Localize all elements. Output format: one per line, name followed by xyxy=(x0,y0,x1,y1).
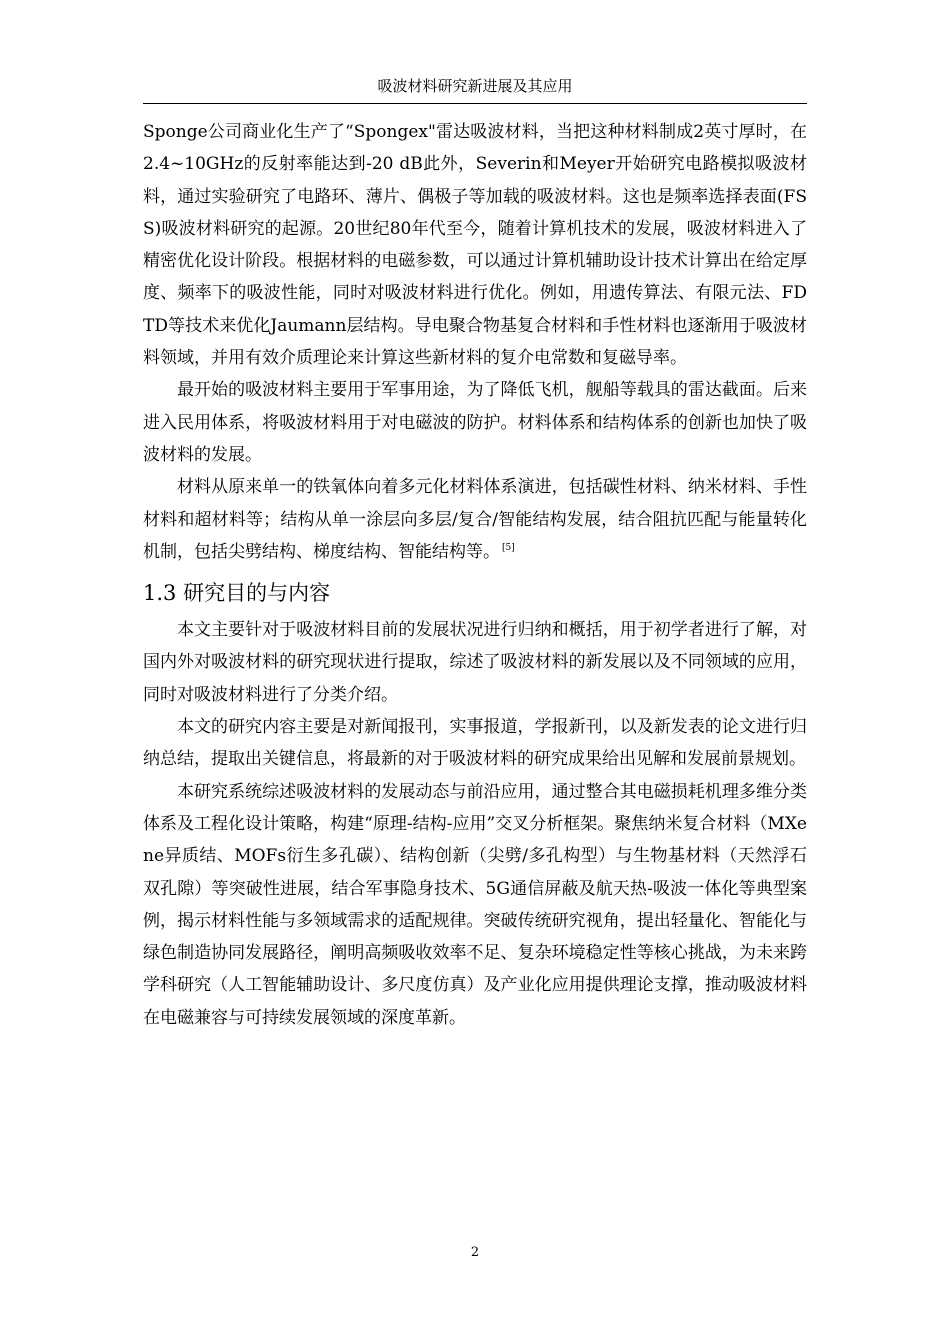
body-paragraph: Sponge公司商业化生产了“Spongex"雷达吸波材料，当把这种材料制成2英寸厚时，在2.4~10GHz的反射率能达到-20 dB此外，Severin和Meyer开始研究电路模拟吸波材料，通过实验研究了电路环、薄片、偶极子等加载的吸波材料。这也是频率选择表面(FSS)吸波材料研究的起源。20世纪80年代至今，随着计算机技术的发展，吸波材料进入了精密优化设计阶段。根据材料的电磁参数，可以通过计算机辅助设计技术计算出在给定厚度、频率下的吸波性能，同时对吸波材料进行优化。例如，用遗传算法、有限元法、FDTD等技术来优化Jaumann层结构。导电聚合物基复合材料和手性材料也逐渐用于吸波材料领域，并用有效介质理论来计算这些新材料的复介电常数和复磁导率。 xyxy=(143,122,807,369)
citation-reference[interactable]: [5] xyxy=(502,543,515,554)
section-paragraph: 本文主要针对于吸波材料目前的发展状况进行归纳和概括，用于初学者进行了解，对国内外对吸波材料的研究现状进行提取，综述了吸波材料的新发展以及不同领域的应用，同时对吸波材料进行了分类介绍。 xyxy=(143,620,807,705)
header-divider xyxy=(143,103,807,104)
section-paragraph: 本研究系统综述吸波材料的发展动态与前沿应用，通过整合其电磁损耗机理多维分类体系及工程化设计策略，构建“原理-结构-应用”交叉分析框架。聚焦纳米复合材料（MXene异质结、MOFs衍生多孔碳）、结构创新（尖劈/多孔构型）与生物基材料（天然浮石双孔隙）等突破性进展，结合军事隐身技术、5G通信屏蔽及航天热-吸波一体化等典型案例，揭示材料性能与多领域需求的适配规律。突破传统研究视角，提出轻量化、智能化与绿色制造协同发展路径，阐明高频吸收效率不足、复杂环境稳定性等核心挑战，为未来跨学科研究（人工智能辅助设计、多尺度仿真）及产业化应用提供理论支撑，推动吸波材料在电磁兼容与可持续发展领域的深度革新。 xyxy=(143,781,807,1028)
section-paragraph: 本文的研究内容主要是对新闻报刊，实事报道，学报新刊，以及新发表的论文进行归纳总结，提取出关键信息，将最新的对于吸波材料的研究成果给出见解和发展前景规划。 xyxy=(143,717,807,770)
body-paragraph: 最开始的吸波材料主要用于军事用途，为了降低飞机，舰船等载具的雷达截面。后来进入民用体系，将吸波材料用于对电磁波的防护。材料体系和结构体系的创新也加快了吸波材料的发展。 xyxy=(143,380,807,465)
body-text xyxy=(143,116,807,1034)
section-heading: 1.3 研究目的与内容 xyxy=(143,581,331,606)
page-number: 2 xyxy=(470,1245,480,1260)
running-header: 吸波材料研究新进展及其应用 xyxy=(377,77,573,95)
paragraph-text: 材料从原来单一的铁氧体向着多元化材料体系演进，包括碳性材料、纳米材料、手性材料和超材料等；结构从单一涂层向多层/复合/智能结构发展，结合阻抗匹配与能量转化机制，包括尖劈结构、梯度结构、智能结构等。 xyxy=(143,477,807,562)
body-paragraph xyxy=(143,471,807,568)
